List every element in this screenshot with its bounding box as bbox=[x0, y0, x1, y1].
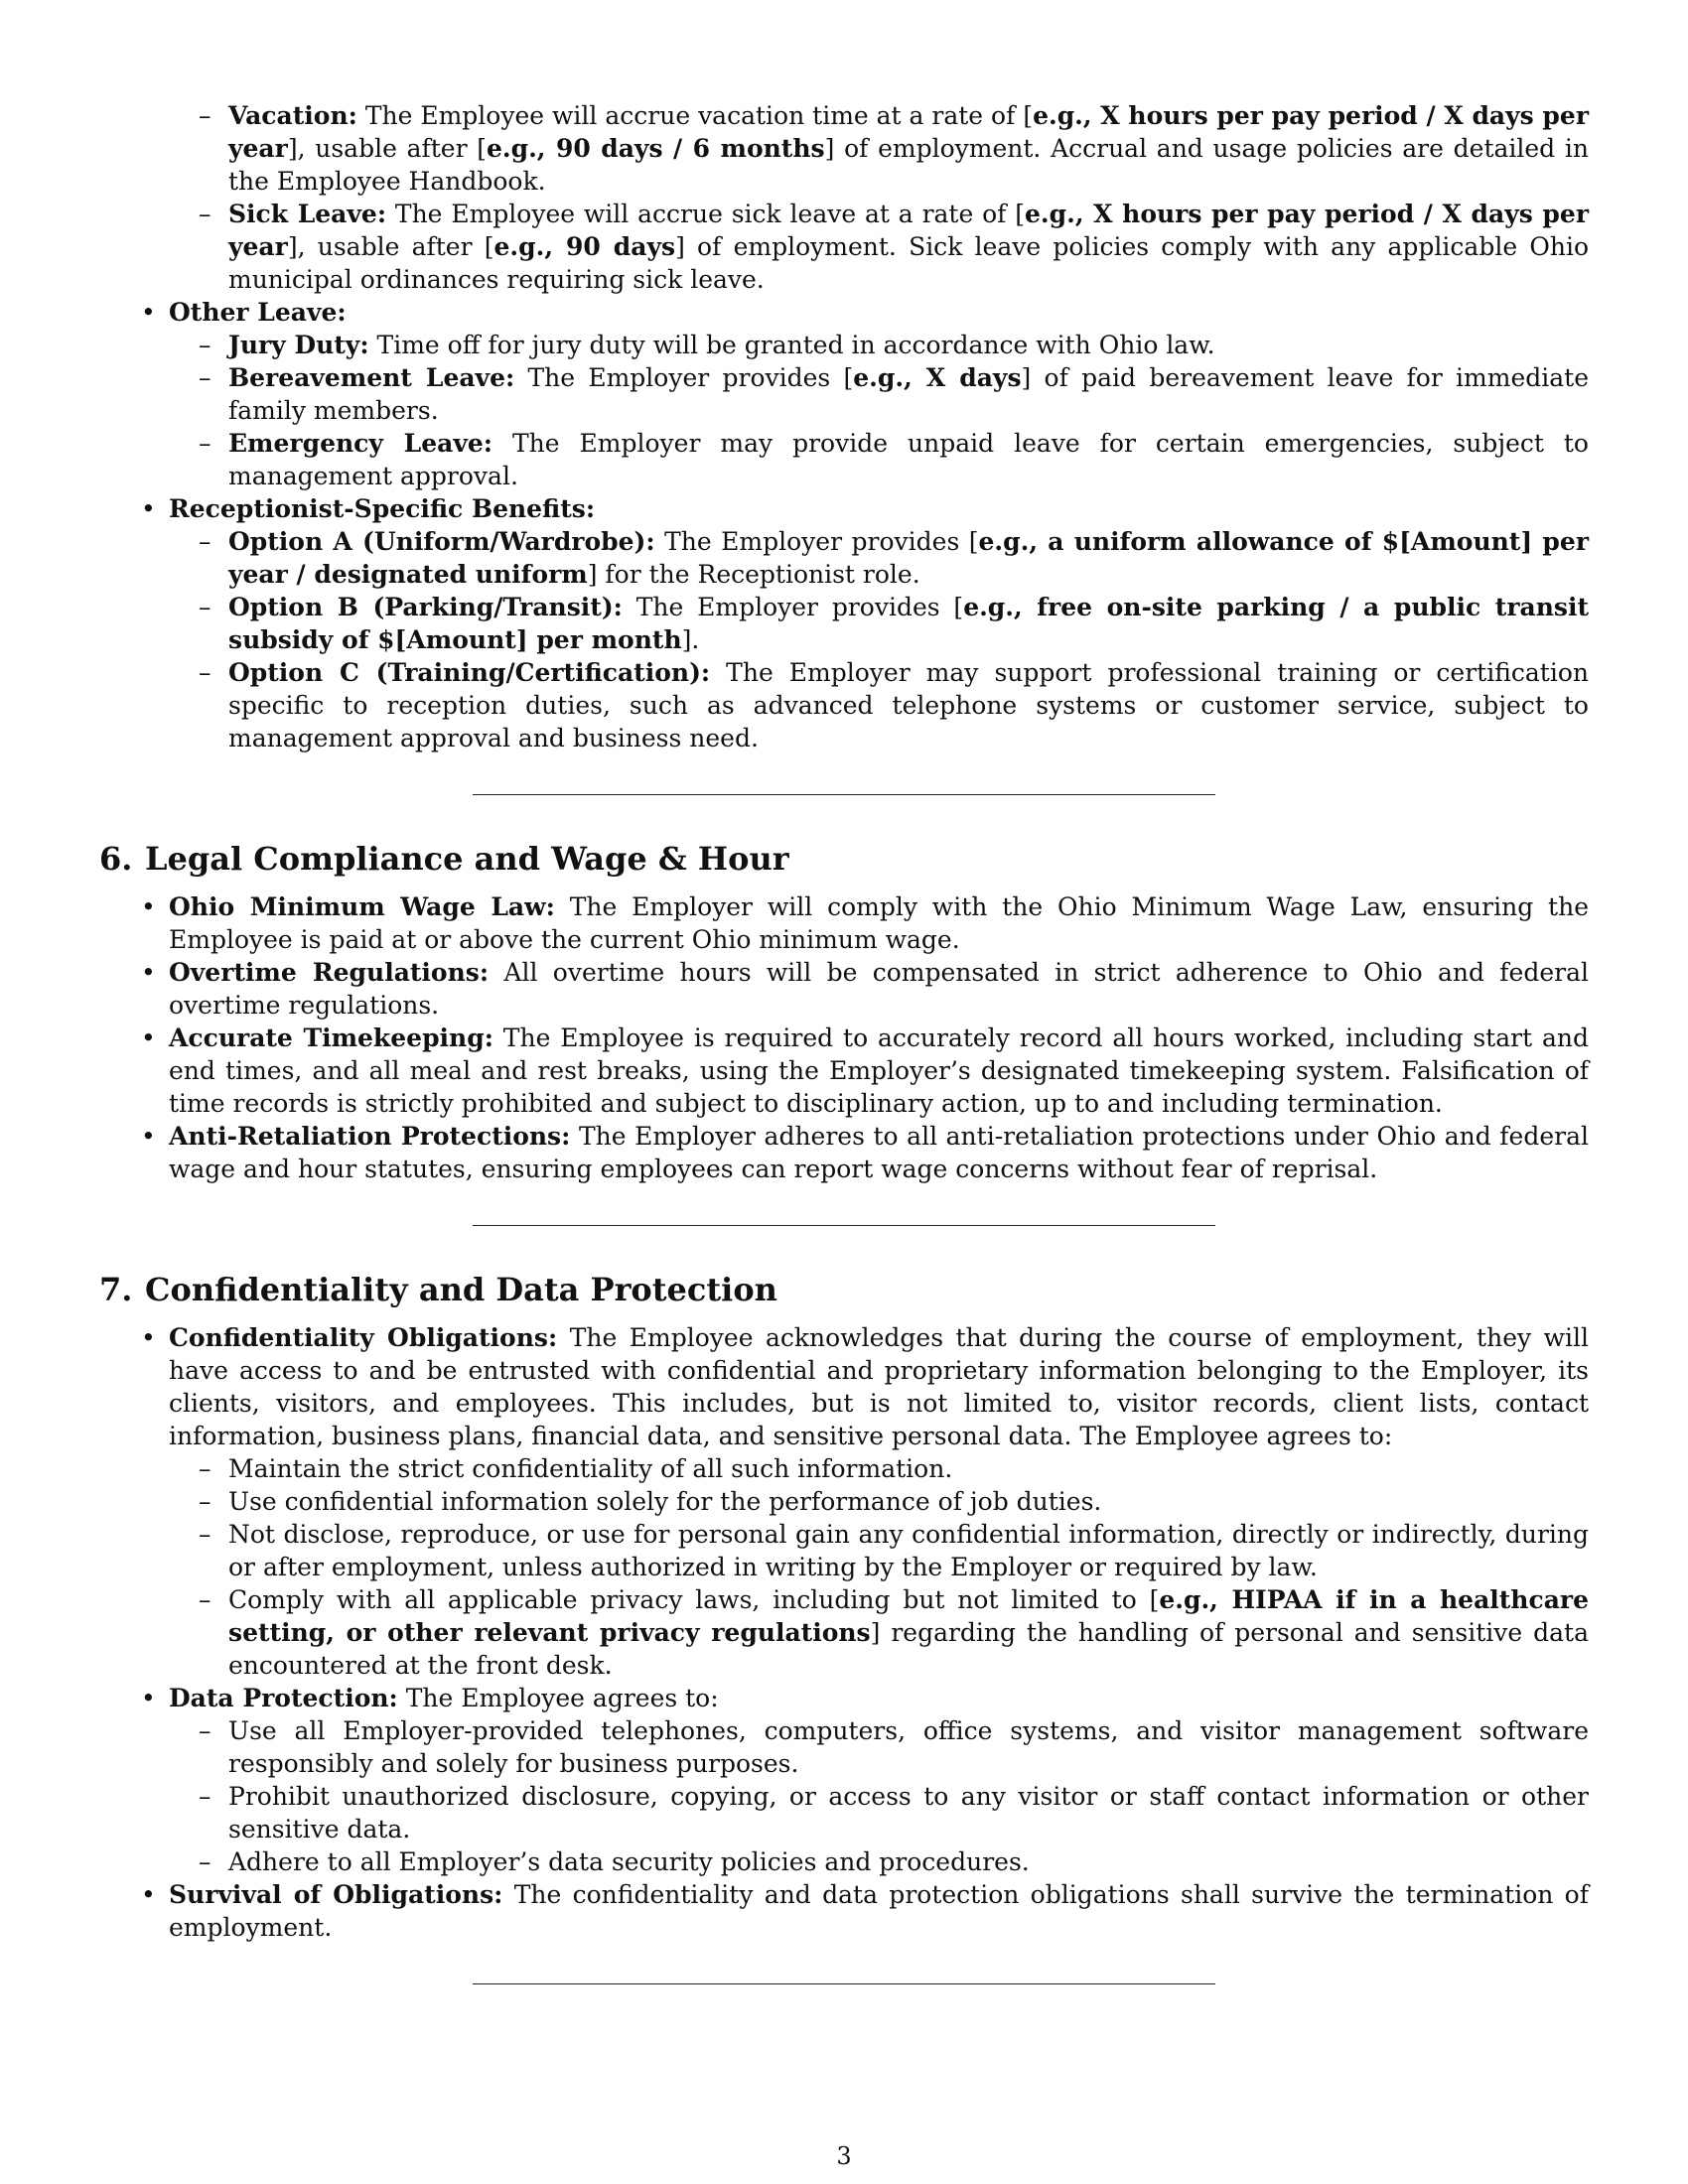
item-label: Option B (Parking/Transit): bbox=[228, 593, 623, 621]
sub-item: – Adhere to all Employer’s data security policies and procedures. bbox=[99, 1845, 1589, 1878]
item-label: Option A (Uniform/Wardrobe): bbox=[228, 527, 655, 556]
list-item-option-c: – Option C (Training/Certification): The Employer may support professional training or certification specific to reception duties, such as advanced telephone systems or customer service, subject to management approval and business need. bbox=[99, 656, 1589, 754]
item-label: Survival of Obligations: bbox=[169, 1880, 503, 1909]
list-item-data-protection: • Data Protection: The Employee agrees to: bbox=[99, 1682, 1589, 1714]
list-item-emergency-leave: – Emergency Leave: The Employer may provide unpaid leave for certain emergencies, subject to management approval. bbox=[99, 427, 1589, 492]
list-item-bereavement: – Bereavement Leave: The Employer provides [e.g., X days] of paid bereavement leave for immediate family members. bbox=[99, 361, 1589, 427]
list-item-vacation: – Vacation: The Employee will accrue vacation time at a rate of [e.g., X hours per pay period / X days per year], usable after [e.g., 90 days / 6 months] of employment. Accrual and usage policies are detailed in the Employee Handbook. bbox=[99, 99, 1589, 198]
item-label: Overtime Regulations: bbox=[169, 958, 490, 987]
section-7-heading: 7. Confidentiality and Data Protection bbox=[99, 1271, 777, 1308]
sub-item: – Prohibit unauthorized disclosure, copying, or access to any visitor or staff contact information or other sensitive data. bbox=[99, 1780, 1589, 1845]
section-divider bbox=[473, 794, 1215, 795]
item-label: Receptionist-Specific Benefits: bbox=[169, 494, 596, 523]
sub-item: – Comply with all applicable privacy laws, including but not limited to [e.g., HIPAA if in a healthcare setting, or other relevant privacy regulations] regarding the handling of personal and sensitive data encountered at the front desk. bbox=[99, 1583, 1589, 1682]
list-item-other-leave bbox=[99, 296, 1589, 329]
list-item-option-b: – Option B (Parking/Transit): The Employer provides [e.g., free on-site parking / a public transit subsidy of $[Amount] per month]. bbox=[99, 591, 1589, 656]
list-item-receptionist-benefits bbox=[99, 492, 1589, 525]
sub-item: – Use all Employer-provided telephones, computers, office systems, and visitor management software responsibly and solely for business purposes. bbox=[99, 1714, 1589, 1780]
list-item-option-a: – Option A (Uniform/Wardrobe): The Employer provides [e.g., a uniform allowance of $[Amount] per year / designated uniform] for the Receptionist role. bbox=[99, 525, 1589, 591]
list-item-minimum-wage: • Ohio Minimum Wage Law: The Employer will comply with the Ohio Minimum Wage Law, ensuring the Employee is paid at or above the current Ohio minimum wage. bbox=[99, 890, 1589, 956]
sub-item: – Not disclose, reproduce, or use for personal gain any confidential information, directly or indirectly, during or after employment, unless authorized in writing by the Employer or required by law. bbox=[99, 1518, 1589, 1583]
page-number: 3 bbox=[836, 2142, 852, 2170]
list-item-sick-leave: – Sick Leave: The Employee will accrue sick leave at a rate of [e.g., X hours per pay period / X days per year], usable after [e.g., 90 days] of employment. Sick leave policies comply with any applicable Ohio municipal ordinances requiring sick leave. bbox=[99, 198, 1589, 296]
section-divider bbox=[473, 1225, 1215, 1226]
sub-item: – Use confidential information solely for the performance of job duties. bbox=[99, 1485, 1589, 1518]
item-label: Other Leave: bbox=[169, 298, 347, 327]
item-label: Ohio Minimum Wage Law: bbox=[169, 892, 555, 921]
item-label: Bereavement Leave: bbox=[228, 363, 515, 392]
item-label: Sick Leave: bbox=[228, 200, 387, 228]
leave-list bbox=[99, 99, 1589, 754]
list-item-overtime: • Overtime Regulations: All overtime hours will be compensated in strict adherence to Ohio and federal overtime regulations. bbox=[99, 956, 1589, 1022]
list-item-anti-retaliation: • Anti-Retaliation Protections: The Employer adheres to all anti-retaliation protections under Ohio and federal wage and hour statutes, ensuring employees can report wage concerns without fear of reprisal. bbox=[99, 1120, 1589, 1185]
section-divider bbox=[473, 1983, 1215, 1984]
item-label: Accurate Timekeeping: bbox=[169, 1024, 493, 1052]
item-label: Jury Duty: bbox=[228, 331, 369, 359]
item-label: Data Protection: bbox=[169, 1684, 398, 1712]
item-label: Confidentiality Obligations: bbox=[169, 1323, 558, 1352]
page-content bbox=[99, 99, 1589, 1984]
list-item-timekeeping: • Accurate Timekeeping: The Employee is required to accurately record all hours worked, including start and end times, and all meal and rest breaks, using the Employer’s designated timekeeping system. Falsification of time records is strictly prohibited and subject to disciplinary action, up to and including termination. bbox=[99, 1022, 1589, 1120]
item-label: Anti-Retaliation Protections: bbox=[169, 1122, 571, 1151]
sub-item: – Maintain the strict confidentiality of all such information. bbox=[99, 1452, 1589, 1485]
section-6-heading: 6. Legal Compliance and Wage & Hour bbox=[99, 840, 789, 878]
section-7-list bbox=[99, 1321, 1589, 1944]
item-label: Option C (Training/Certification): bbox=[228, 658, 711, 687]
item-label: Vacation: bbox=[228, 101, 357, 130]
list-item-jury-duty: – Jury Duty: Time off for jury duty will be granted in accordance with Ohio law. bbox=[99, 329, 1589, 361]
item-label: Emergency Leave: bbox=[228, 429, 492, 458]
section-6-list bbox=[99, 890, 1589, 1185]
list-item-confidentiality: • Confidentiality Obligations: The Employee acknowledges that during the course of employment, they will have access to and be entrusted with confidential and proprietary information belonging to the Employer, its clients, visitors, and employees. This includes, but is not limited to, visitor records, client lists, contact information, business plans, financial data, and sensitive personal data. The Employee agrees to: bbox=[99, 1321, 1589, 1452]
list-item-survival: • Survival of Obligations: The confidentiality and data protection obligations shall survive the termination of employment. bbox=[99, 1878, 1589, 1944]
